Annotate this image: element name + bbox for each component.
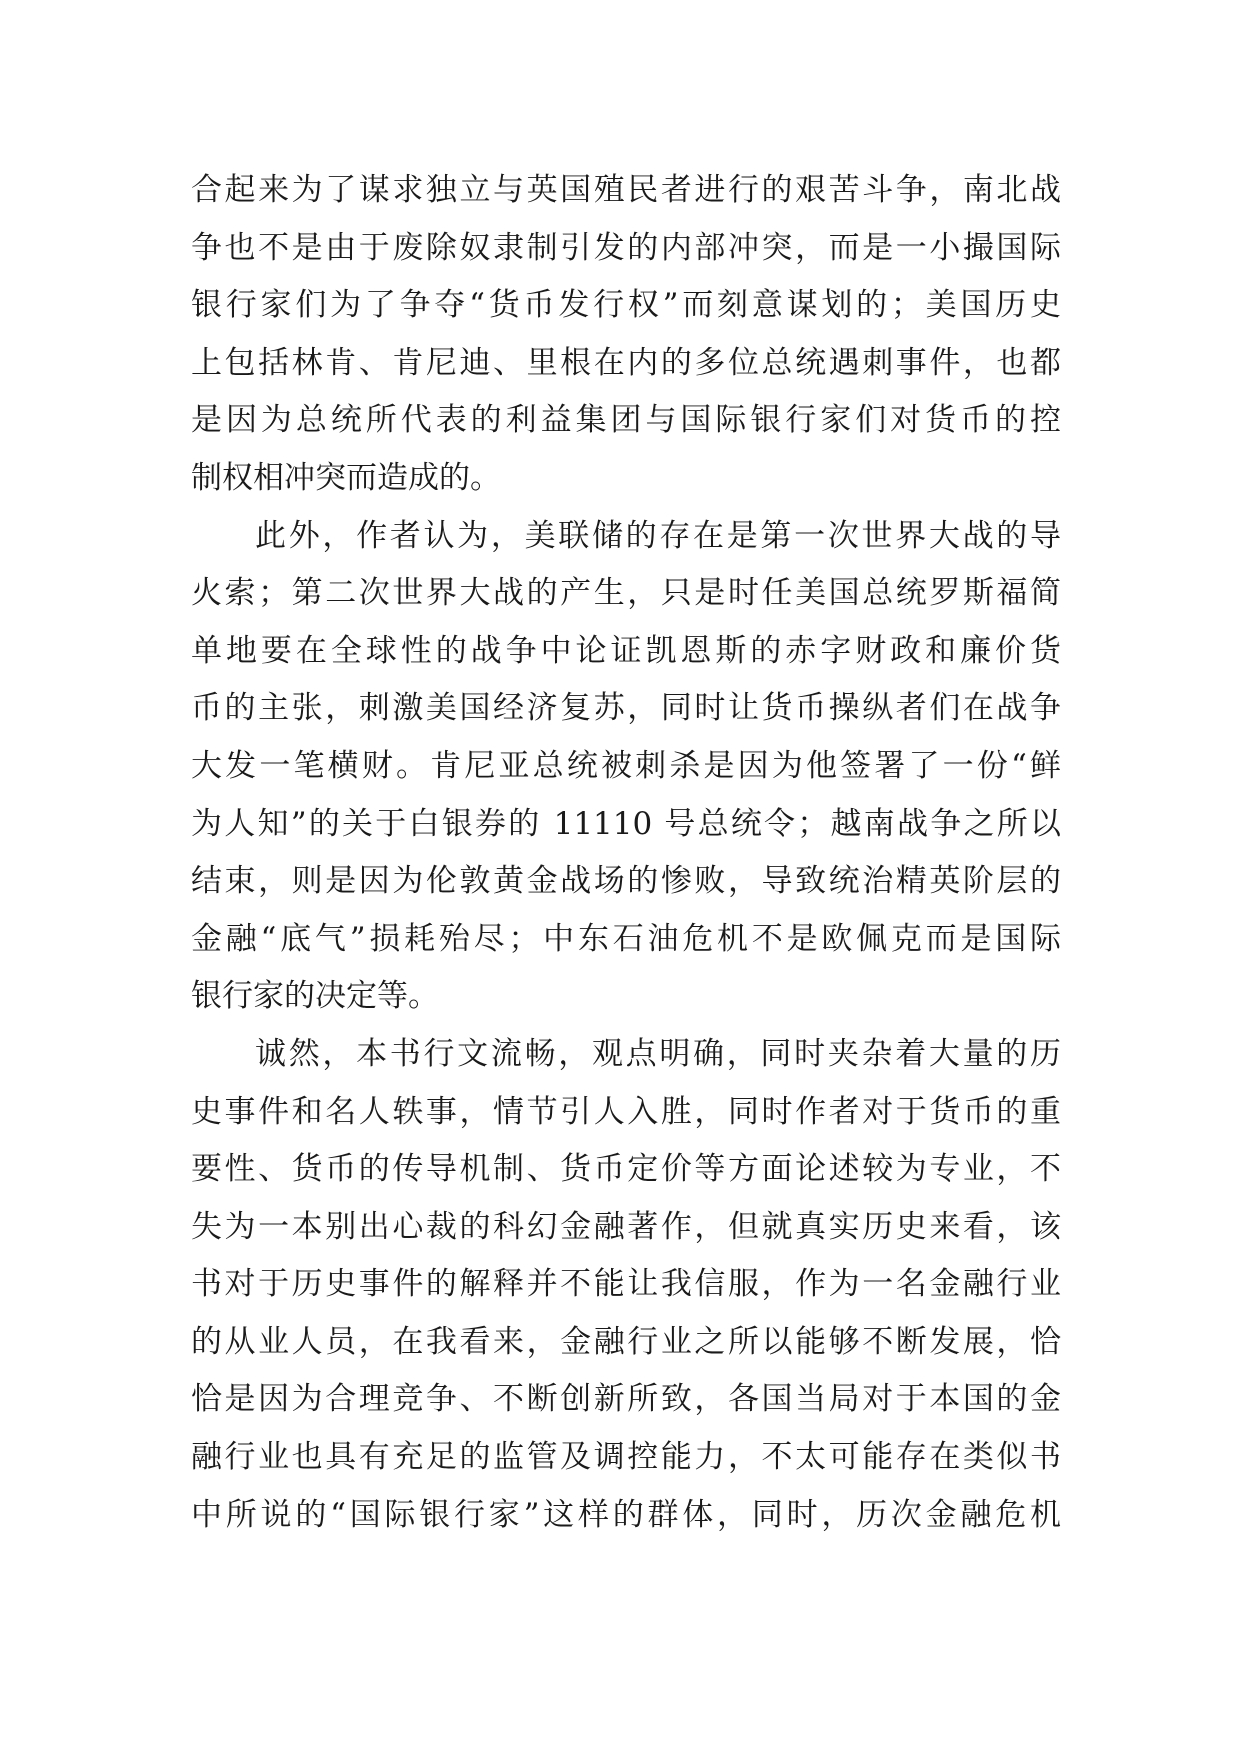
text-line: 银行家们为了争夺“货币发行权”而刻意谋划的；美国历史 (191, 287, 1061, 324)
text-line: 上包括林肯、肯尼迪、里根在内的多位总统遇刺事件，也都 (191, 344, 1061, 381)
paragraph-1 (191, 162, 1061, 508)
text-line: 为人知”的关于白银券的 11110 号总统令；越南战争之所以 (191, 805, 1061, 842)
body-text (191, 162, 1061, 1544)
text-line: 金融“底气”损耗殆尽；中东石油危机不是欧佩克而是国际 (191, 920, 1061, 957)
paragraph-2 (191, 508, 1061, 1026)
text-line: 制权相冲突而造成的。 (191, 459, 501, 496)
text-line: 的从业人员，在我看来，金融行业之所以能够不断发展，恰 (191, 1323, 1061, 1360)
text-line: 是因为总统所代表的利益集团与国际银行家们对货币的控 (191, 402, 1061, 439)
text-line: 史事件和名人轶事，情节引人入胜，同时作者对于货币的重 (191, 1093, 1061, 1130)
text-line: 合起来为了谋求独立与英国殖民者进行的艰苦斗争，南北战 (191, 172, 1061, 208)
text-line: 币的主张，刺激美国经济复苏，同时让货币操纵者们在战争 (191, 690, 1061, 727)
text-line: 恰是因为合理竞争、不断创新所致，各国当局对于本国的金 (191, 1381, 1061, 1418)
text-line: 结束，则是因为伦敦黄金战场的惨败，导致统治精英阶层的 (191, 863, 1061, 900)
text-line: 融行业也具有充足的监管及调控能力，不太可能存在类似书 (191, 1439, 1061, 1476)
text-line: 大发一笔横财。肯尼亚总统被刺杀是因为他签署了一份“鲜 (191, 747, 1061, 784)
text-line: 书对于历史事件的解释并不能让我信服，作为一名金融行业 (191, 1266, 1061, 1303)
text-line: 此外，作者认为，美联储的存在是第一次世界大战的导 (255, 517, 1061, 554)
text-line: 银行家的决定等。 (191, 978, 439, 1015)
text-line: 要性、货币的传导机制、货币定价等方面论述较为专业，不 (191, 1151, 1061, 1188)
paragraph-3 (191, 1026, 1061, 1544)
text-line: 中所说的“国际银行家”这样的群体，同时，历次金融危机 (191, 1496, 1061, 1533)
text-line: 单地要在全球性的战争中论证凯恩斯的赤字财政和廉价货 (191, 632, 1061, 669)
text-line: 争也不是由于废除奴隶制引发的内部冲突，而是一小撮国际 (191, 229, 1061, 266)
text-line: 诚然，本书行文流畅，观点明确，同时夹杂着大量的历 (255, 1035, 1061, 1072)
text-line: 火索；第二次世界大战的产生，只是时任美国总统罗斯福简 (191, 575, 1061, 612)
text-line: 失为一本别出心裁的科幻金融著作，但就真实历史来看，该 (191, 1208, 1061, 1245)
